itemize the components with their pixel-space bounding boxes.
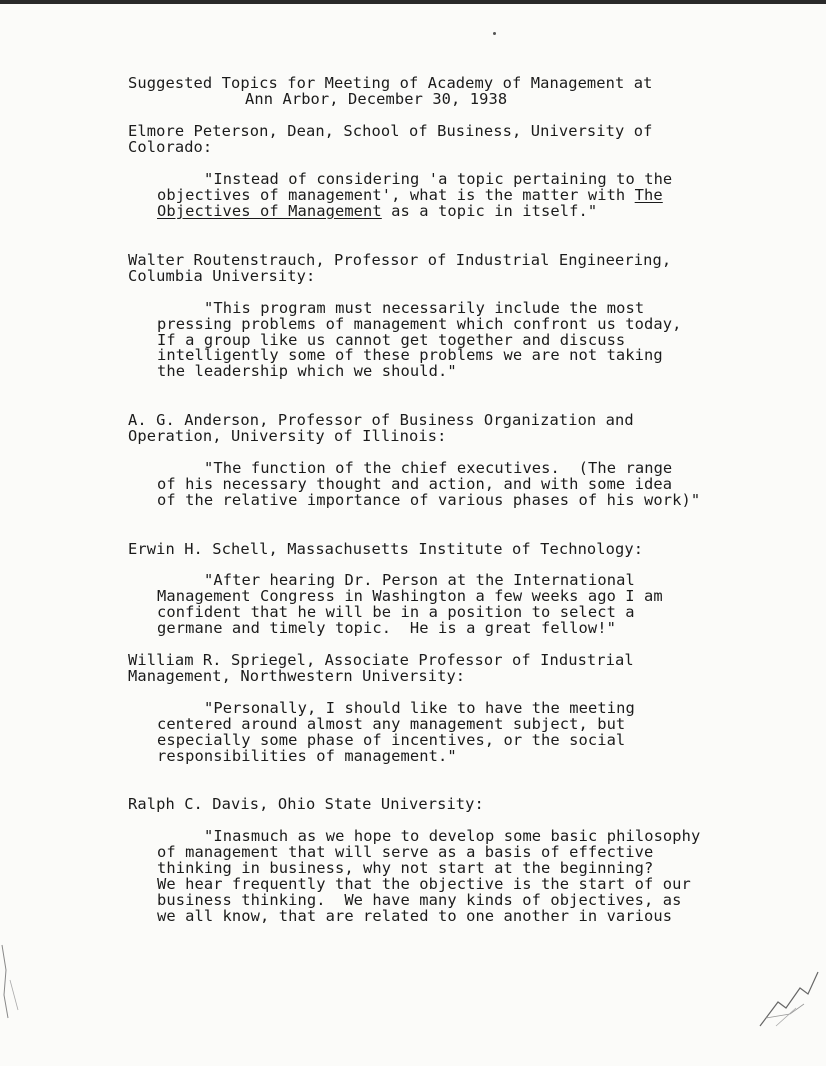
underlined-title: Objectives of Management	[157, 202, 382, 220]
quote-line: of the relative importance of various phases of his work)"	[157, 491, 701, 509]
quote-line: "The function of the chief executives. (The range	[204, 459, 673, 477]
quote-line: "After hearing Dr. Person at the International	[204, 571, 635, 589]
speaker-line: Elmore Peterson, Dean, School of Business, University of	[128, 122, 653, 140]
speaker-line: Erwin H. Schell, Massachusetts Institute of Technology:	[128, 540, 644, 558]
title-line-2: Ann Arbor, December 30, 1938	[245, 90, 508, 108]
quote-line: especially some phase of incentives, or the social	[157, 731, 626, 749]
quote-line: confident that he will be in a position to select a	[157, 603, 635, 621]
quote-line: If a group like us cannot get together and discuss	[157, 331, 626, 349]
quote-line: "Inasmuch as we hope to develop some basic philosophy	[204, 827, 701, 845]
speaker-line: Operation, University of Illinois:	[128, 427, 447, 445]
speaker-line: Management, Northwestern University:	[128, 667, 466, 685]
quote-line: germane and timely topic. He is a great fellow!"	[157, 619, 616, 637]
quote-line: We hear frequently that the objective is the start of our	[157, 875, 691, 893]
quote-line: "This program must necessarily include the most	[204, 299, 645, 317]
quote-line: of his necessary thought and action, and with some idea	[157, 475, 673, 493]
quote-line: pressing problems of management which confront us today,	[157, 315, 682, 333]
speaker-line: Columbia University:	[128, 267, 316, 285]
quote-line: the leadership which we should."	[157, 362, 457, 380]
scan-speck	[493, 32, 496, 35]
quote-line: "Personally, I should like to have the meeting	[204, 699, 635, 717]
speaker-line: Walter Routenstrauch, Professor of Industrial Engineering,	[128, 251, 672, 269]
quote-text: objectives of management', what is the matter with	[157, 186, 635, 204]
speaker-line: William R. Spriegel, Associate Professor of Industrial	[128, 651, 634, 669]
title-line-1: Suggested Topics for Meeting of Academy of Management at	[128, 74, 653, 92]
quote-line: responsibilities of management."	[157, 747, 457, 765]
quote-line: "Instead of considering 'a topic pertaining to the	[204, 170, 673, 188]
quote-line: Management Congress in Washington a few weeks ago I am	[157, 587, 663, 605]
quote-line	[157, 204, 597, 220]
quote-line: intelligently some of these problems we are not taking	[157, 346, 663, 364]
speaker-line: Ralph C. Davis, Ohio State University:	[128, 795, 484, 813]
quote-line: we all know, that are related to one another in various	[157, 907, 673, 925]
scan-top-edge	[0, 0, 826, 4]
quote-line: thinking in business, why not start at the beginning?	[157, 859, 654, 877]
underlined-title-word: The	[634, 186, 663, 204]
quote-line: of management that will serve as a basis of effective	[157, 843, 654, 861]
speaker-line: Colorado:	[128, 138, 213, 156]
scan-mark-right	[756, 968, 822, 1030]
quote-text: as a topic in itself."	[381, 202, 598, 220]
quote-line: business thinking. We have many kinds of objectives, as	[157, 891, 682, 909]
scan-mark-left	[0, 940, 40, 1020]
quote-line: centered around almost any management subject, but	[157, 715, 626, 733]
speaker-line: A. G. Anderson, Professor of Business Organization and	[128, 411, 634, 429]
